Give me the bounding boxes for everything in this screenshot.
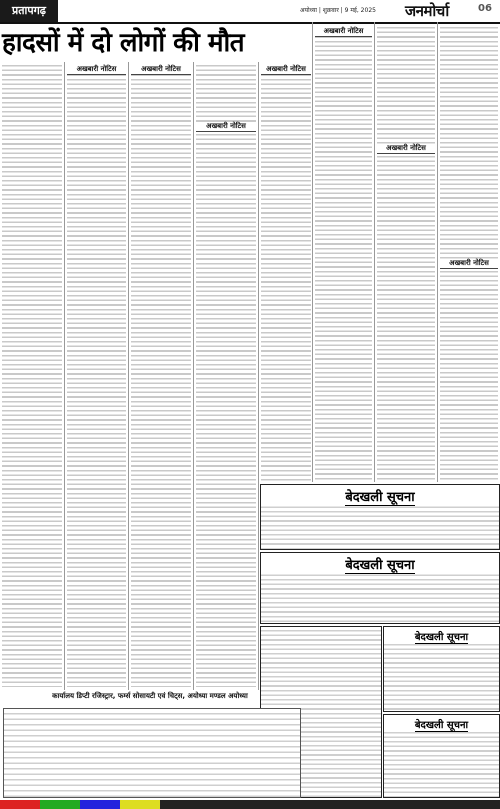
news-column	[67, 62, 126, 687]
notice-title: अखबारी नोटिस	[67, 65, 126, 75]
notice-heading: बेदखली सूचना	[414, 632, 469, 643]
news-column	[377, 24, 435, 480]
notice-title: अखबारी नोटिस	[131, 65, 191, 75]
eviction-notice	[260, 552, 500, 624]
main-headline: हादसों में दो लोगों की मौत	[2, 28, 245, 58]
notice-heading: बेदखली सूचना	[345, 490, 415, 505]
notice-title: अखबारी नोटिस	[196, 122, 256, 132]
column-divider	[193, 62, 194, 690]
edition-info: अयोध्या | शुक्रवार | 9 मई, 2025	[300, 7, 376, 14]
news-column	[440, 24, 498, 480]
column-divider	[437, 22, 438, 482]
column-divider	[374, 22, 375, 482]
newspaper-brand: जनमोर्चा	[405, 2, 449, 20]
column-divider	[128, 62, 129, 690]
notice-heading: बेदखली सूचना	[414, 720, 469, 731]
eviction-notice	[260, 484, 500, 550]
notice-title: अखबारी नोटिस	[440, 259, 498, 269]
office-notice-table	[3, 708, 301, 798]
section-label: प्रतापगढ़	[0, 0, 58, 22]
news-column	[131, 62, 191, 687]
column-divider	[312, 22, 313, 482]
notice-title: अखबारी नोटिस	[315, 27, 372, 37]
news-column	[261, 62, 311, 482]
notice-title: अखबारी नोटिस	[377, 144, 435, 154]
news-column	[315, 24, 372, 480]
notice-heading: बेदखली सूचना	[345, 558, 415, 573]
news-column	[2, 62, 62, 687]
print-color-bar	[0, 800, 500, 809]
column-divider	[258, 62, 259, 690]
page-header	[0, 0, 500, 24]
notice-title: अखबारी नोटिस	[261, 65, 311, 75]
column-divider	[64, 62, 65, 690]
news-column	[196, 62, 256, 687]
eviction-notice	[383, 626, 500, 712]
eviction-notice	[383, 714, 500, 798]
page-number: 06	[478, 3, 492, 14]
office-notice-title: कार्यालय डिप्टी रजिस्ट्रार, फर्म्स सोसायटी एवं चिट्स, अयोध्या मण्डल अयोध्या	[52, 692, 248, 700]
